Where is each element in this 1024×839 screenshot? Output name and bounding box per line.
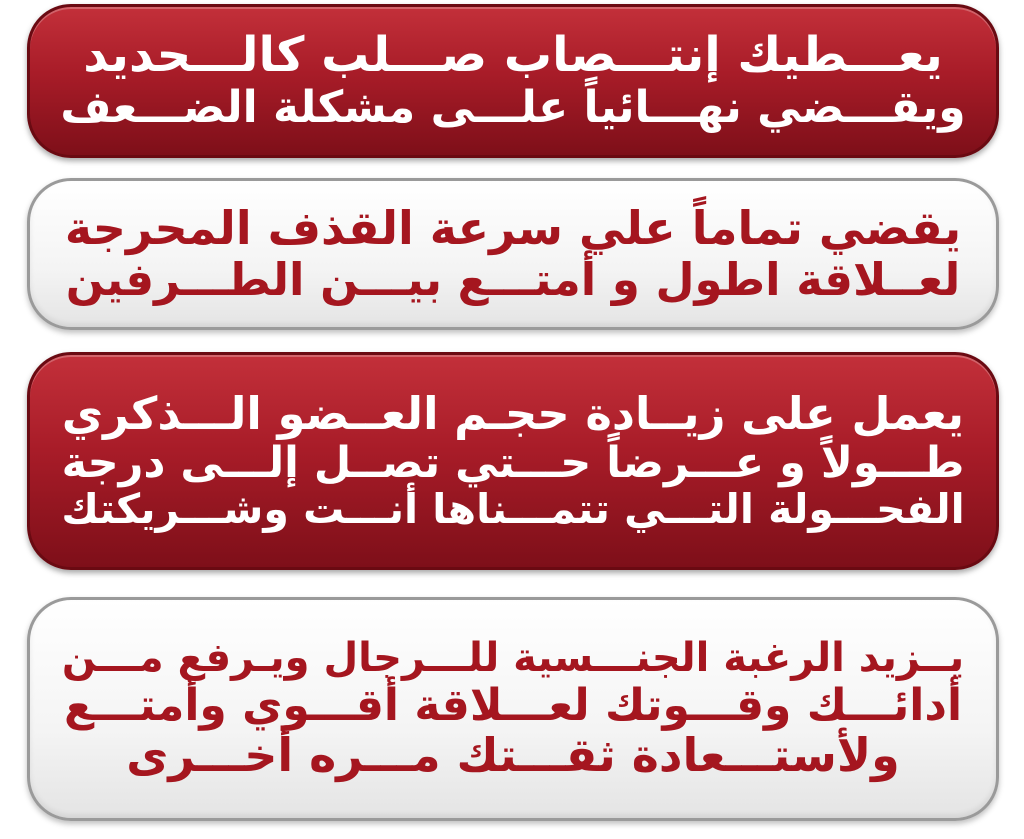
- feature-line: ولأستـــعادة ثقـــتك مـــره أخـــرى: [126, 728, 900, 783]
- feature-line: ويقـــضي نهـــائياً علـــى مشكلة الضـــعف: [60, 82, 966, 134]
- feature-line: يعمل على زيــادة حجـم العــضو الـــذكري: [61, 386, 965, 440]
- feature-line: أدائـــك وقـــوتك لعـــلاقة أقـــوي وأمتـــع: [63, 680, 963, 731]
- feature-box-size: [27, 352, 999, 570]
- feature-line: يــزيد الرغبة الجنـــسية للـــرجال ويـرفع مـــن: [61, 635, 965, 682]
- feature-box-premature-ejaculation: [27, 178, 999, 330]
- feature-box-erection: [27, 4, 999, 158]
- feature-line: طـــولاً و عـــرضاً حـــتي تصــل إلـــى درجة: [61, 438, 965, 489]
- feature-line: الفحـــولة التـــي تتمـــناها أنـــت وشـــريكتك: [61, 485, 965, 534]
- feature-line: يقضي تماماً علي سرعة القذف المحرجة: [64, 201, 962, 256]
- feature-line: يعـــطيك إنتـــصاب صـــلب كالـــحديد: [83, 27, 943, 84]
- feature-line: لعــلاقة اطول و أمتـــع بيـــن الطـــرفين: [65, 252, 961, 306]
- feature-box-desire: [27, 597, 999, 821]
